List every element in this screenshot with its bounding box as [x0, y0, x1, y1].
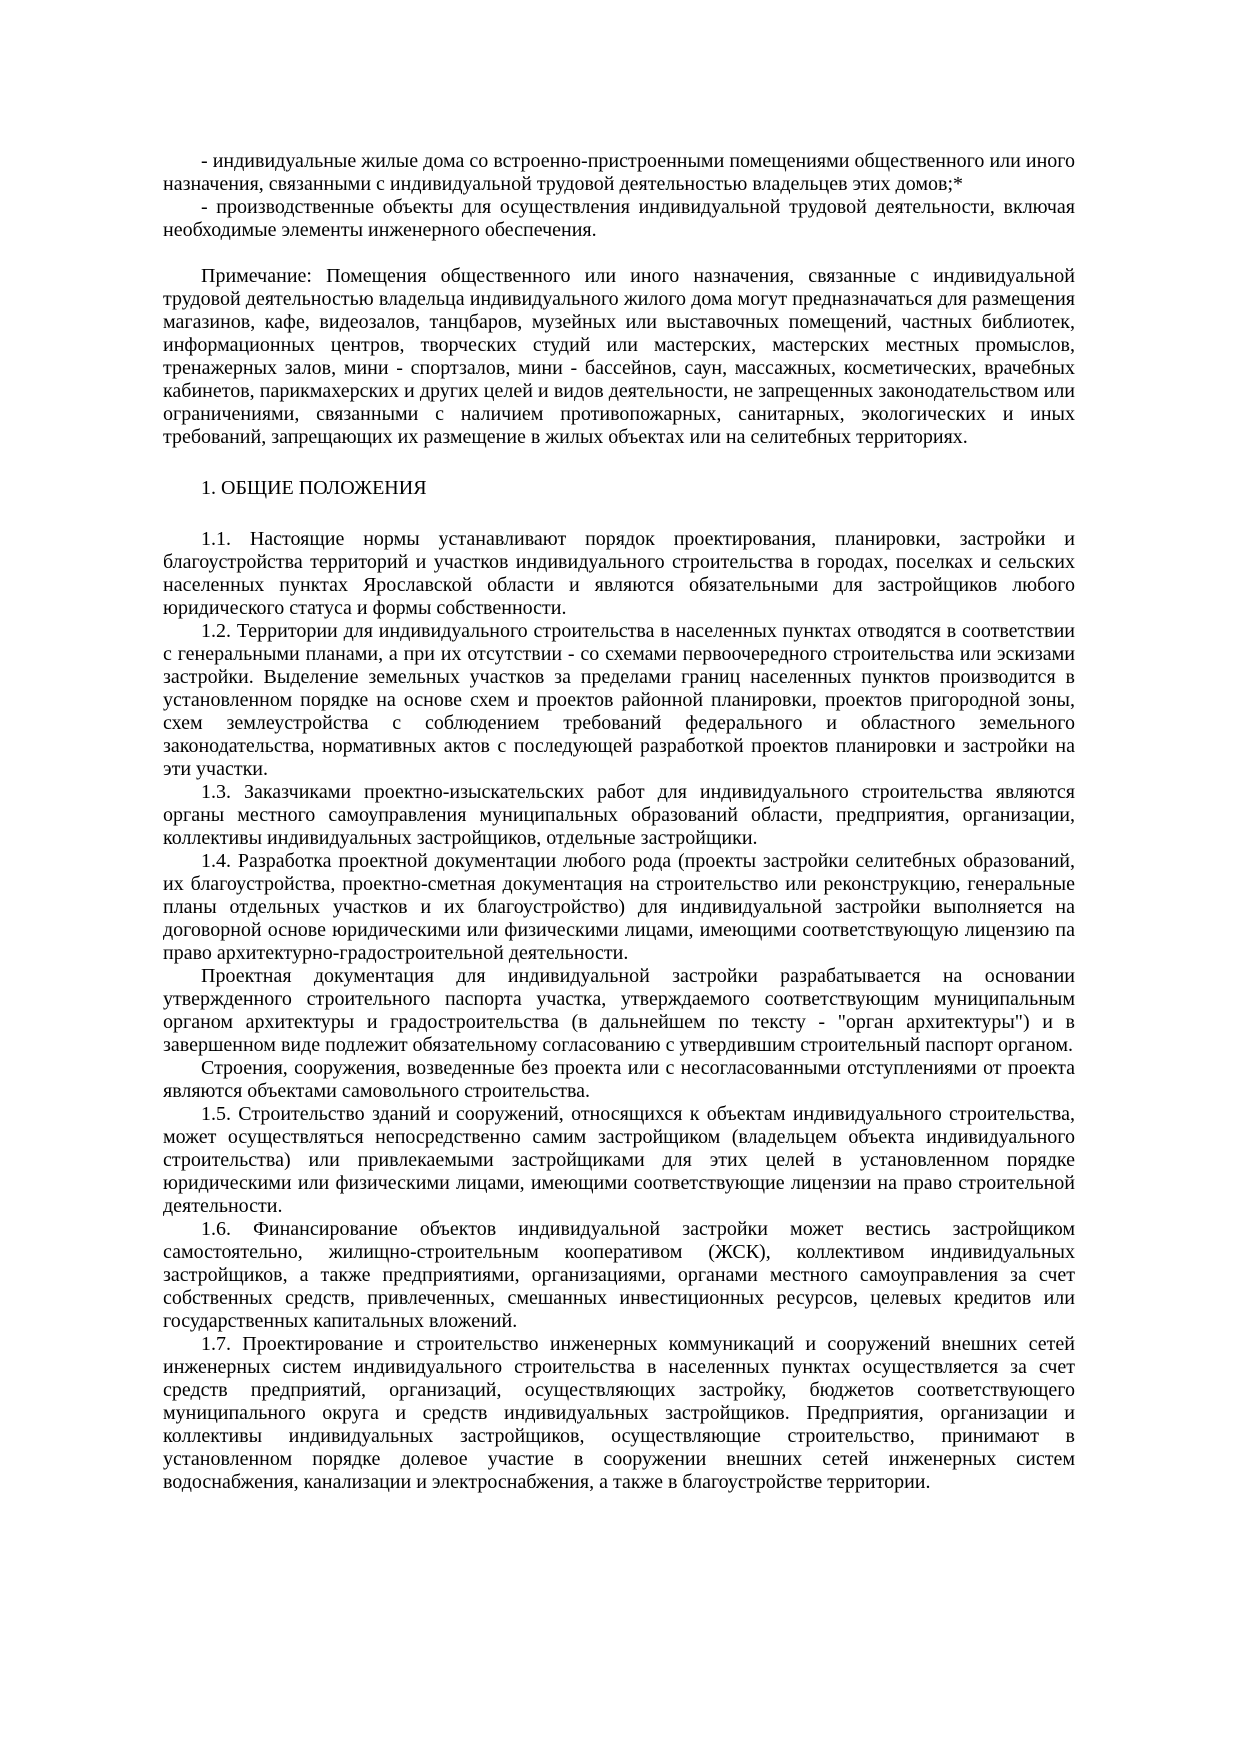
paragraph-1-2: 1.2. Территории для индивидуального строительства в населенных пунктах отводятся в соответствии с генеральными планами, а при их отсутствии - со схемами первоочередного строительства или эскизами застройки. Выделение земельных участков за пределами границ населенных пунктов производится в установленном порядке на основе схем и проектов районной планировки, проектов пригородной зоны, схем землеустройства с соблюдением требований федерального и областного земельного законодательства, нормативных актов с последующей разработкой проектов планировки и застройки на эти участки.	[163, 620, 1075, 780]
paragraph-project-documentation: Проектная документация для индивидуальной застройки разрабатывается на основании утвержденного строительного паспорта участка, утверждаемого соответствующим муниципальным органом архитектуры и градостроительства (в дальнейшем по тексту - "орган архитектуры") и в завершенном виде подлежит обязательному согласованию с утвердившим строительный паспорт органом.	[163, 965, 1075, 1056]
section-heading-general-provisions: 1. ОБЩИЕ ПОЛОЖЕНИЯ	[201, 477, 427, 499]
paragraph-1-3: 1.3. Заказчиками проектно-изыскательских работ для индивидуального строительства являются органы местного самоуправления муниципальных образований области, предприятия, организации, коллективы индивидуальных застройщиков, отдельные застройщики.	[163, 781, 1075, 849]
document-body	[163, 150, 1075, 1494]
paragraph-1-6: 1.6. Финансирование объектов индивидуальной застройки может вестись застройщиком самостоятельно, жилищно-строительным кооперативом (ЖСК), коллективом индивидуальных застройщиков, а также предприятиями, организациями, органами местного самоуправления за счет собственных средств, привлеченных, смешанных инвестиционных ресурсов, целевых кредитов или государственных капитальных вложений.	[163, 1218, 1075, 1332]
list-item-individual-houses: - индивидуальные жилые дома со встроенно-пристроенными помещениями общественного или иного назначения, связанными с индивидуальной трудовой деятельностью владельцев этих домов;*	[163, 150, 1075, 195]
paragraph-unauthorized-construction: Строения, сооружения, возведенные без проекта или с несогласованными отступлениями от проекта являются объектами самовольного строительства.	[163, 1057, 1075, 1102]
paragraph-1-1: 1.1. Настоящие нормы устанавливают порядок проектирования, планировки, застройки и благоустройства территорий и участков индивидуального строительства в городах, поселках и сельских населенных пунктах Ярославской области и являются обязательными для застройщиков любого юридического статуса и формы собственности.	[163, 528, 1075, 619]
paragraph-1-5: 1.5. Строительство зданий и сооружений, относящихся к объектам индивидуального строительства, может осуществляться непосредственно самим застройщиком (владельцем объекта индивидуального строительства) или привлекаемыми застройщиками для этих целей в установленном порядке юридическими или физическими лицами, имеющими соответствующие лицензии на право строительной деятельности.	[163, 1103, 1075, 1217]
paragraph-1-4: 1.4. Разработка проектной документации любого рода (проекты застройки селитебных образований, их благоустройства, проектно-сметная документация на строительство или реконструкцию, генеральные планы отдельных участков и их благоустройство) для индивидуальной застройки выполняется на договорной основе юридическими или физическими лицами, имеющими соответствующую лицензию па право архитектурно-градостроительной деятельности.	[163, 850, 1075, 964]
list-item-production-objects: - производственные объекты для осуществления индивидуальной трудовой деятельности, включая необходимые элементы инженерного обеспечения.	[163, 196, 1075, 241]
paragraph-1-7: 1.7. Проектирование и строительство инженерных коммуникаций и сооружений внешних сетей инженерных систем индивидуального строительства в населенных пунктах осуществляется за счет средств предприятий, организаций, осуществляющих застройку, бюджетов соответствующего муниципального округа и средств индивидуальных застройщиков. Предприятия, организации и коллективы индивидуальных застройщиков, осуществляющие строительство, принимают в установленном порядке долевое участие в сооружении внешних сетей инженерных систем водоснабжения, канализации и электроснабжения, а также в благоустройстве территории.	[163, 1333, 1075, 1493]
note-paragraph: Примечание: Помещения общественного или иного назначения, связанные с индивидуальной трудовой деятельностью владельца индивидуального жилого дома могут предназначаться для размещения магазинов, кафе, видеозалов, танцбаров, музейных или выставочных помещений, частных библиотек, информационных центров, творческих студий или мастерских, мастерских местных промыслов, тренажерных залов, мини - спортзалов, мини - бассейнов, саун, массажных, косметических, врачебных кабинетов, парикмахерских и других целей и видов деятельности, не запрещенных законодательством или ограничениями, связанными с наличием противопожарных, санитарных, экологических и иных требований, запрещающих их размещение в жилых объектах или на селитебных территориях.	[163, 265, 1075, 448]
